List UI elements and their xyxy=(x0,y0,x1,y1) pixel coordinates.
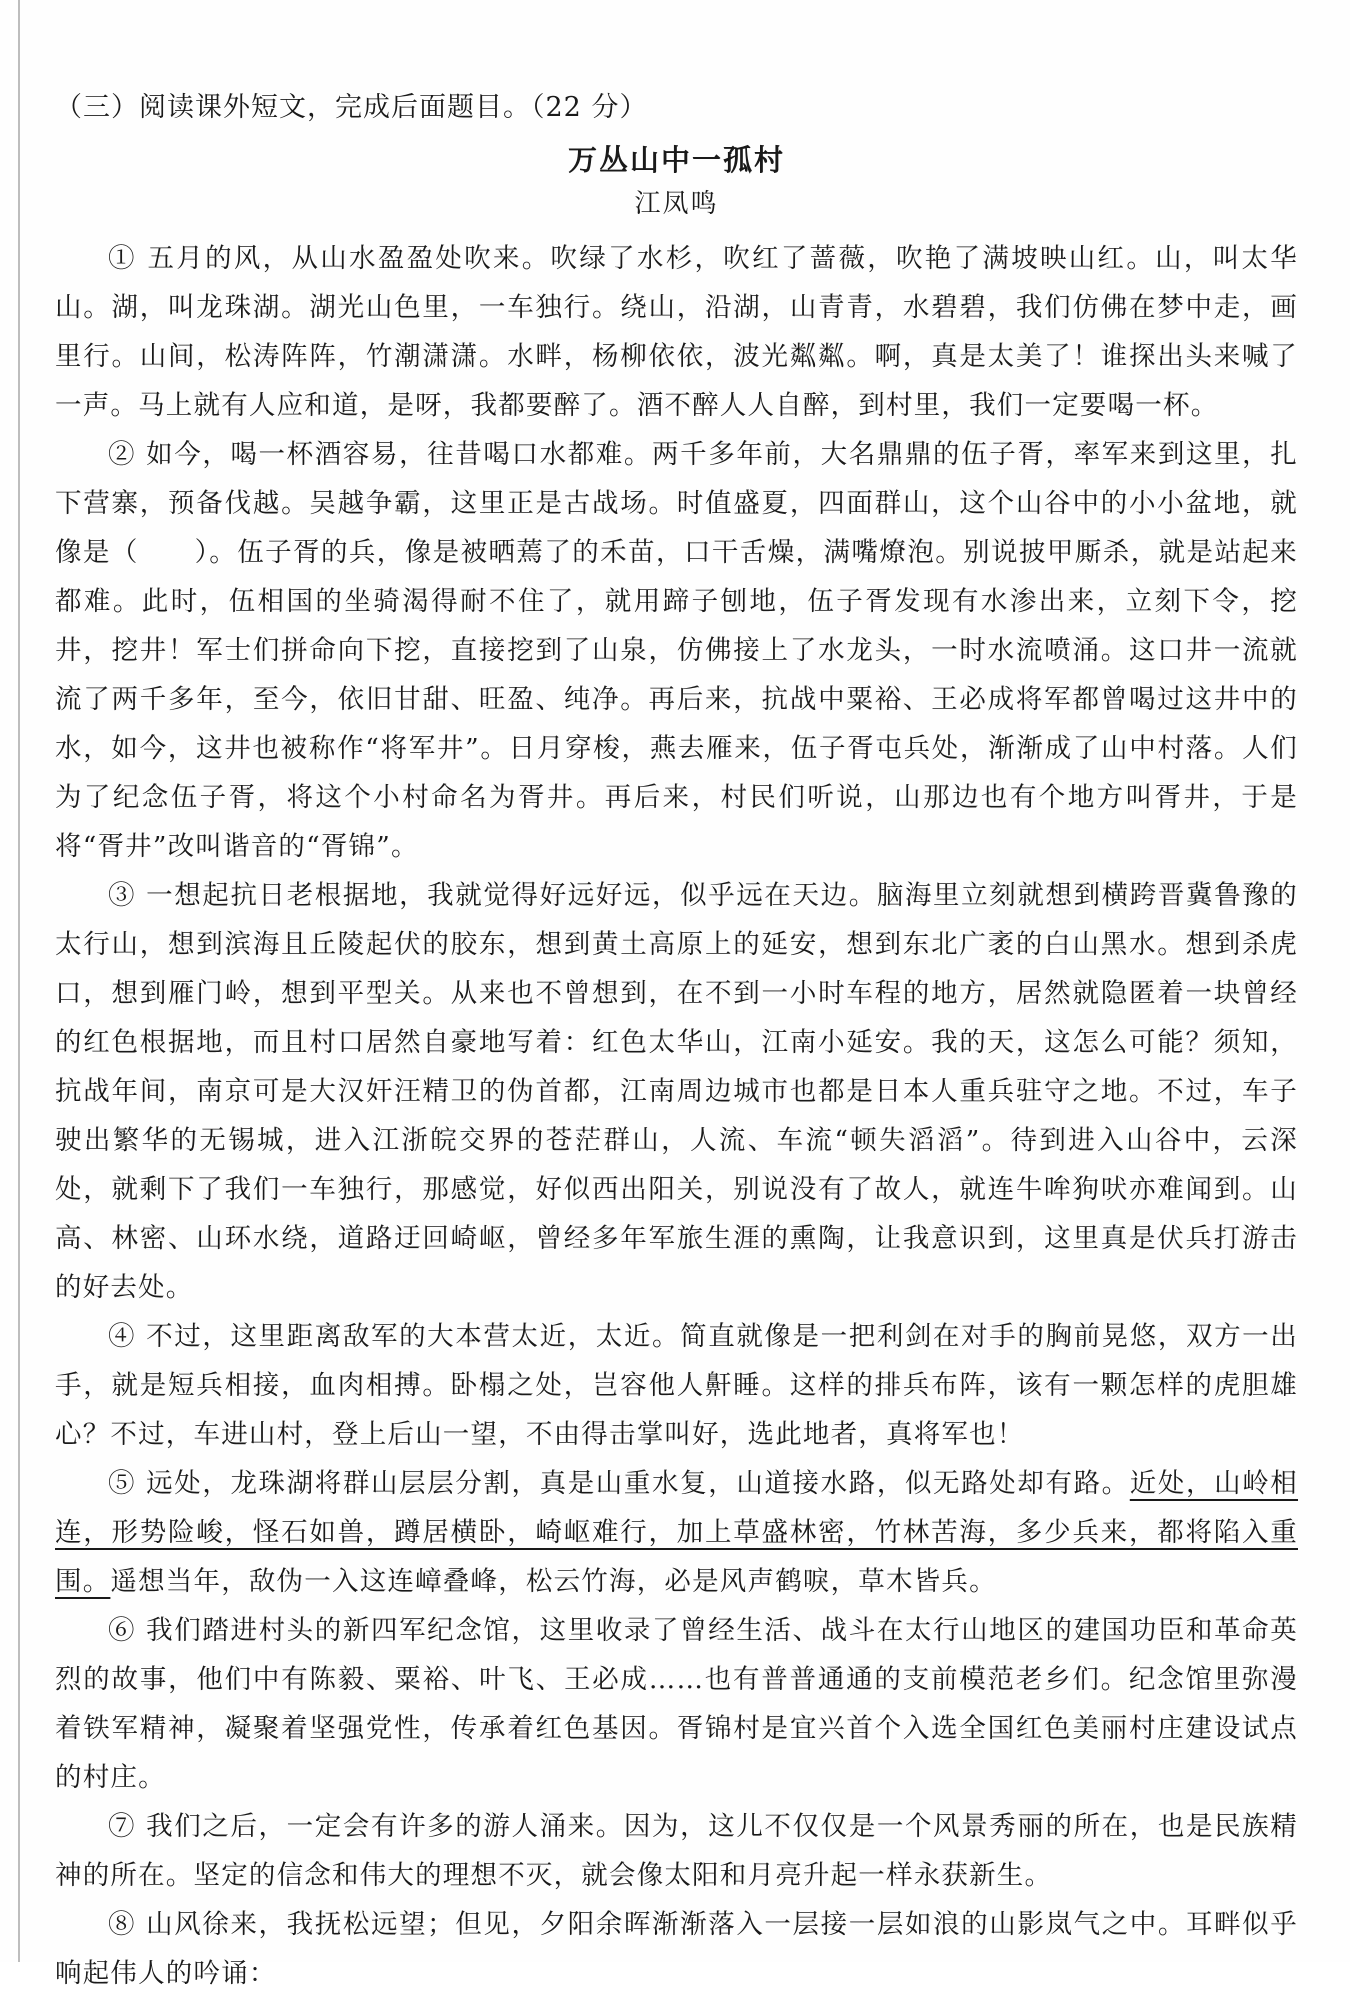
paragraph-8: ⑧ 山风徐来，我抚松远望；但见，夕阳余晖渐渐落入一层接一层如浪的山影岚气之中。耳畔似乎响起伟人的吟诵： xyxy=(55,1909,1298,1989)
paragraph-1: ① 五月的风，从山水盈盈处吹来。吹绿了水杉，吹红了蔷薇，吹艳了满坡映山红。山，叫太华山。湖，叫龙珠湖。湖光山色里，一车独行。绕山，沿湖，山青青，水碧碧，我们仿佛在梦中走，画里行。山间，松涛阵阵，竹潮潇潇。水畔，杨柳依依，波光粼粼。啊，真是太美了！谁探出头来喊了一声。马上就有人应和道，是呀，我都要醉了。酒不醉人人自醉，到村里，我们一定要喝一杯。 xyxy=(55,243,1298,421)
paragraph-6: ⑥ 我们踏进村头的新四军纪念馆，这里收录了曾经生活、战斗在太行山地区的建国功臣和革命英烈的故事，他们中有陈毅、粟裕、叶飞、王必成……也有普普通通的支前模范老乡们。纪念馆里弥漫着铁军精神，凝聚着坚强党性，传承着红色基因。胥锦村是宜兴首个入选全国红色美丽村庄建设试点的村庄。 xyxy=(55,1615,1298,1793)
paragraph-7: ⑦ 我们之后，一定会有许多的游人涌来。因为，这儿不仅仅是一个风景秀丽的所在，也是民族精神的所在。坚定的信念和伟大的理想不灭，就会像太阳和月亮升起一样永获新生。 xyxy=(55,1811,1298,1891)
section-heading: （三）阅读课外短文，完成后面题目。（22 分） xyxy=(55,92,648,123)
paragraph-5-lead: ⑤ 远处，龙珠湖将群山层层分割，真是山重水复，山道接水路，似无路处却有路。 xyxy=(108,1468,1130,1499)
reading-section xyxy=(55,88,1298,1998)
margin-rule xyxy=(18,0,20,1962)
paragraph-2: ② 如今，喝一杯酒容易，往昔喝口水都难。两千多年前，大名鼎鼎的伍子胥，率军来到这里，扎下营寨，预备伐越。吴越争霸，这里正是古战场。时值盛夏，四面群山，这个山谷中的小小盆地，就像是（ ）。伍子胥的兵，像是被晒蔫了的禾苗，口干舌燥，满嘴燎泡。别说披甲厮杀，就是站起来都难。此时，伍相国的坐骑渴得耐不住了，就用蹄子刨地，伍子胥发现有水渗出来，立刻下令，挖井，挖井！军士们拼命向下挖，直接挖到了山泉，仿佛接上了水龙头，一时水流喷涌。这口井一流就流了两千多年，至今，依旧甘甜、旺盈、纯净。再后来，抗战中粟裕、王必成将军都曾喝过这井中的水，如今，这井也被称作“将军井”。日月穿梭，燕去雁来，伍子胥屯兵处，渐渐成了山中村落。人们为了纪念伍子胥，将这个小村命名为胥井。再后来，村民们听说，山那边也有个地方叫胥井，于是将“胥井”改叫谐音的“胥锦”。 xyxy=(55,439,1298,862)
article-author: 江凤鸣 xyxy=(634,189,719,219)
article-title: 万丛山中一孤村 xyxy=(567,143,785,177)
underlined-sentence: 近处，山岭相连，形势险峻，怪石如兽，蹲居横卧，崎岖难行，加上草盛林密，竹林苦海，多少兵来，都将陷入重围。 xyxy=(55,1468,1299,1597)
paragraph-3: ③ 一想起抗日老根据地，我就觉得好远好远，似乎远在天边。脑海里立刻就想到横跨晋冀鲁豫的太行山，想到滨海且丘陵起伏的胶东，想到黄土高原上的延安，想到东北广袤的白山黑水。想到杀虎口，想到雁门岭，想到平型关。从来也不曾想到，在不到一小时车程的地方，居然就隐匿着一块曾经的红色根据地，而且村口居然自豪地写着：红色太华山，江南小延安。我的天，这怎么可能？须知，抗战年间，南京可是大汉奸汪精卫的伪首都，江南周边城市也都是日本人重兵驻守之地。不过，车子驶出繁华的无锡城，进入江浙皖交界的苍茫群山，人流、车流“顿失滔滔”。待到进入山谷中，云深处，就剩下了我们一车独行，那感觉，好似西出阳关，别说没有了故人，就连牛哞狗吠亦难闻到。山高、林密、山环水绕，道路迂回崎岖，曾经多年军旅生涯的熏陶，让我意识到，这里真是伏兵打游击的好去处。 xyxy=(55,880,1298,1303)
paragraph-5-tail: 遥想当年，敌伪一入这连嶂叠峰，松云竹海，必是风声鹤唳，草木皆兵。 xyxy=(110,1566,997,1597)
paragraph-4: ④ 不过，这里距离敌军的大本营太近，太近。简直就像是一把利剑在对手的胸前晃悠，双方一出手，就是短兵相接，血肉相搏。卧榻之处，岂容他人鼾睡。这样的排兵布阵，该有一颗怎样的虎胆雄心？不过，车进山村，登上后山一望，不由得击掌叫好，选此地者，真将军也！ xyxy=(55,1321,1298,1450)
paragraph-5 xyxy=(55,1459,1298,1606)
